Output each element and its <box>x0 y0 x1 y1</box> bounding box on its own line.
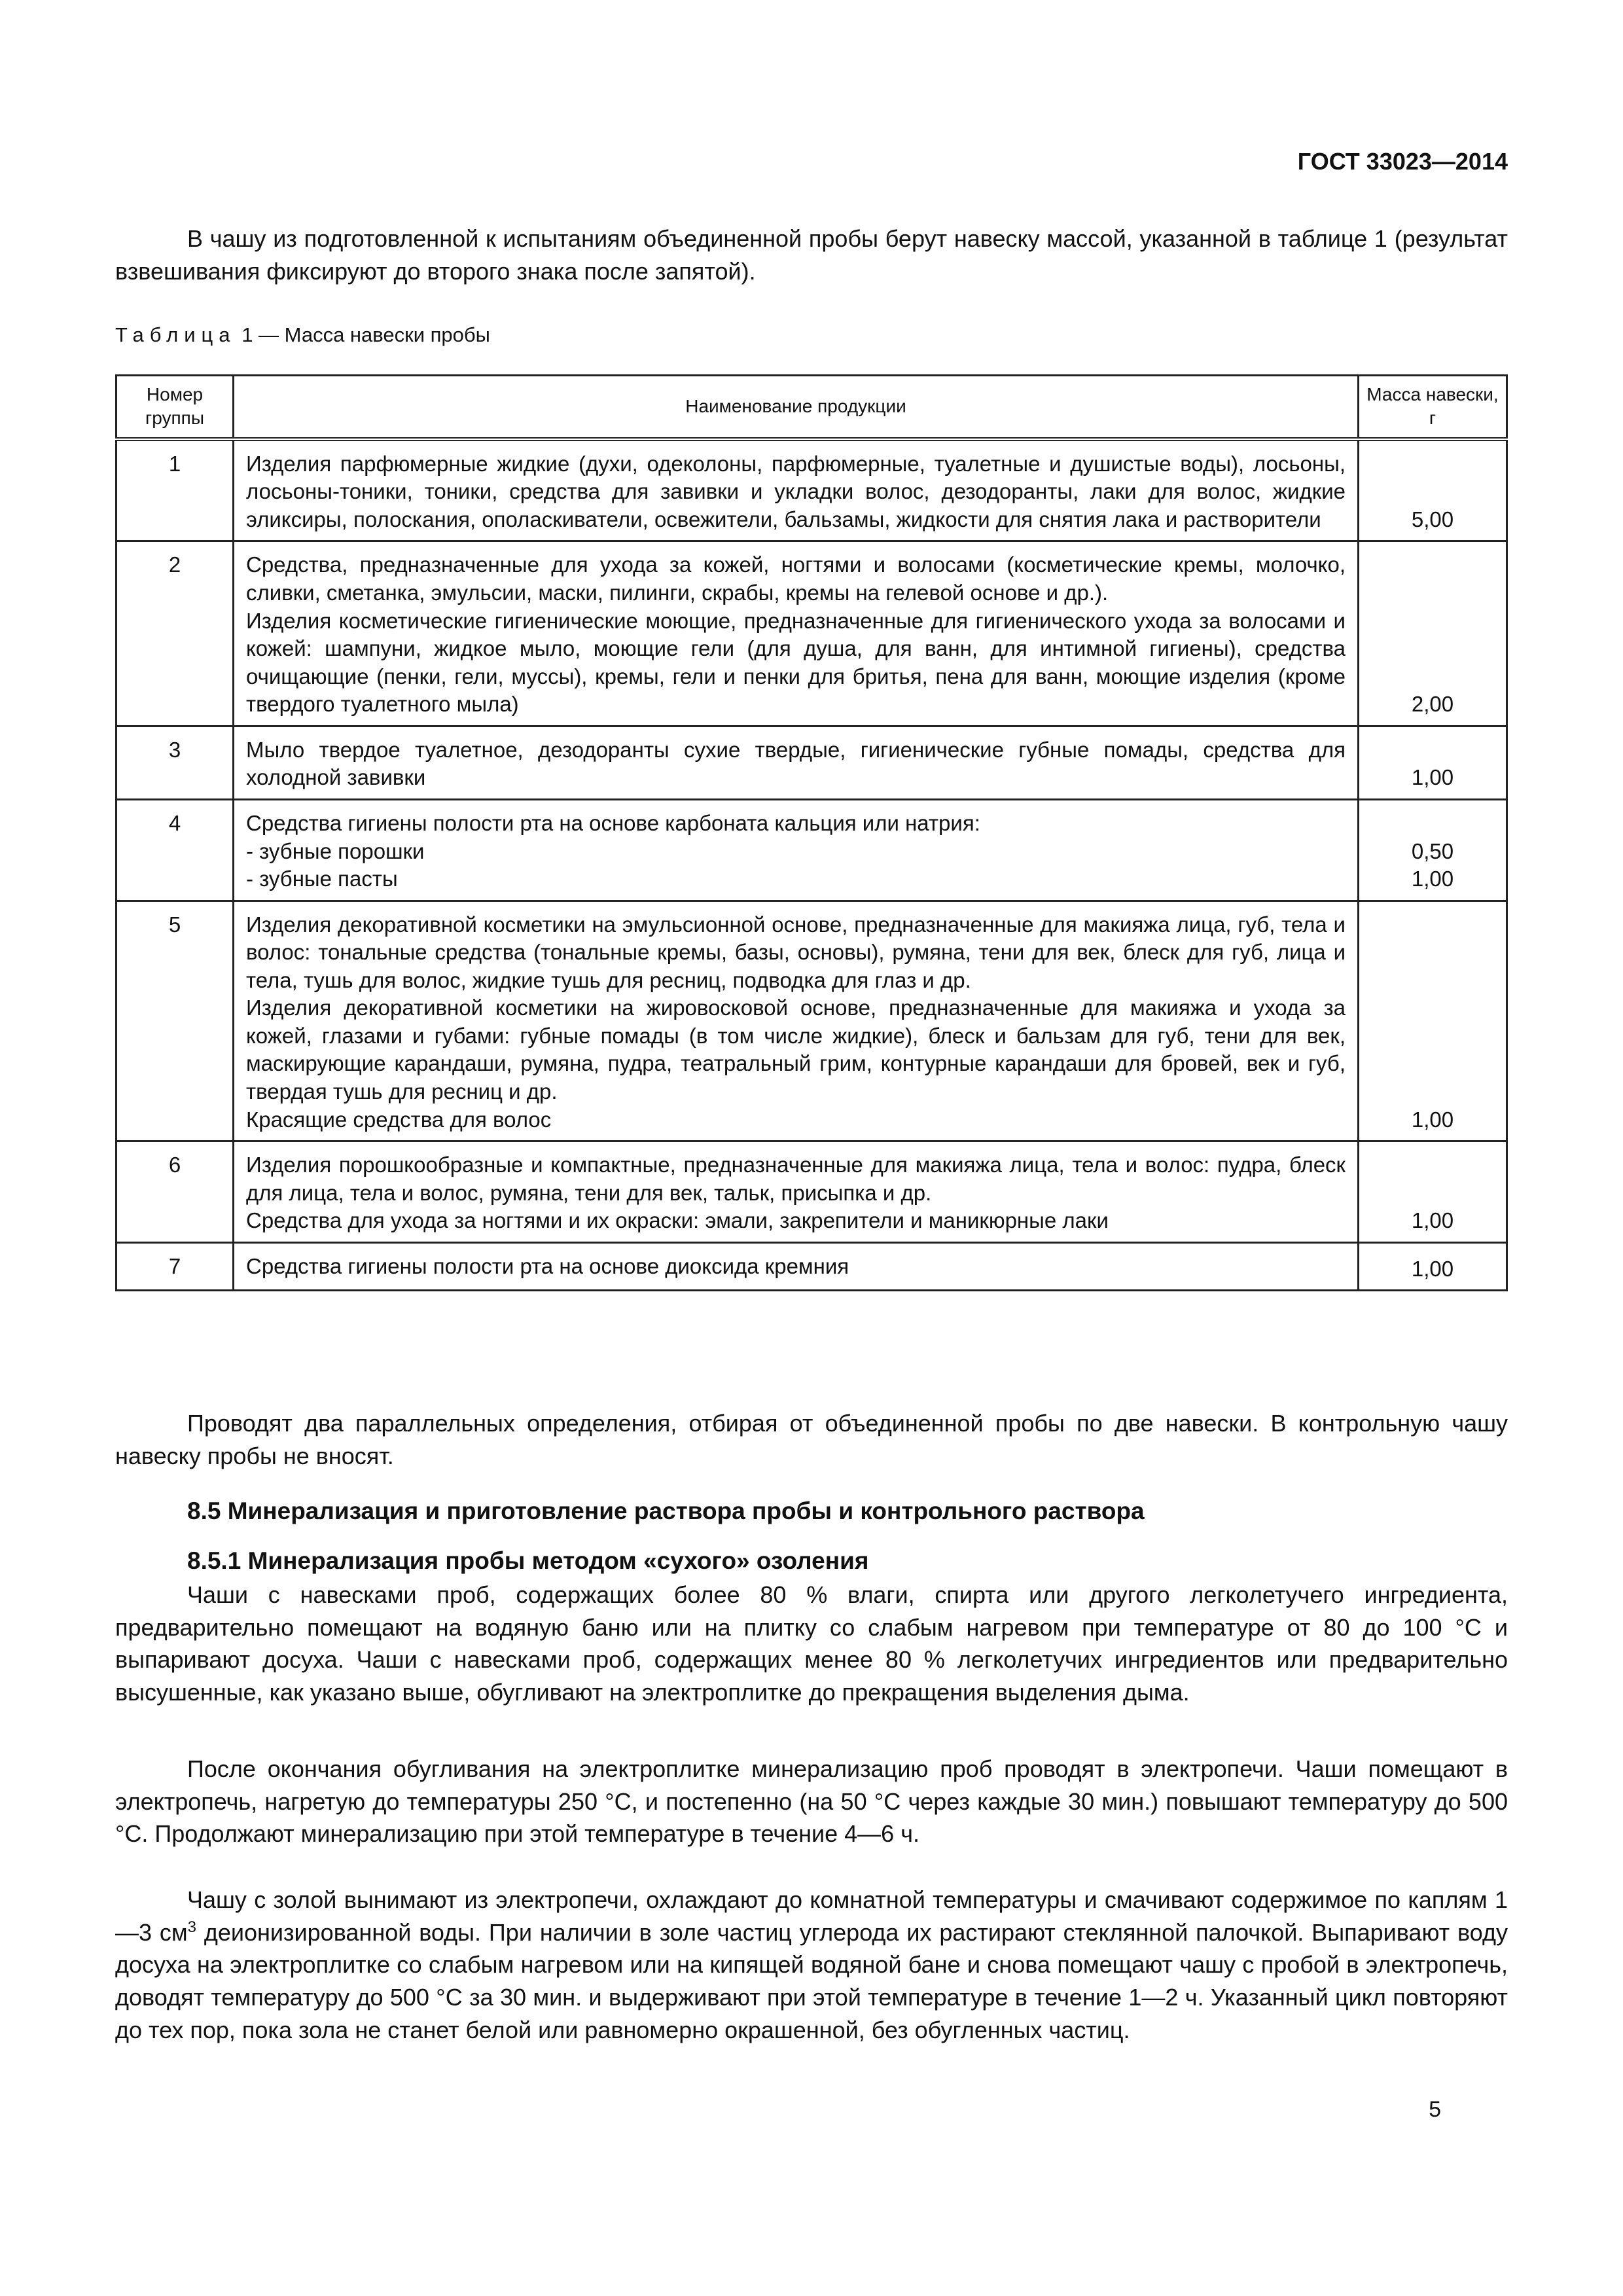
row-group-number: 2 <box>116 541 234 726</box>
product-text: - зубные пасты <box>246 867 398 891</box>
standard-header: ГОСТ 33023—2014 <box>1297 148 1508 175</box>
table-caption-title: 1 — Масса навески пробы <box>241 323 490 346</box>
row-sample-mass <box>1359 726 1507 799</box>
sample-mass-table <box>115 374 1508 1291</box>
mass-value: 0,50 <box>1411 838 1454 863</box>
header-sample-mass: Масса навески, г <box>1359 376 1507 439</box>
row-sample-mass <box>1359 1242 1507 1291</box>
product-text: Изделия косметические гигиенические моющие, предназначенные для гигиенического ухода за волосами и кожей: шампуни, жидкое мыло, моющие гели (для душа, для ванн, для интимной гигиены), средства очищающие (пенки, гели, муссы), кремы, гели и пенки для бритья, пена для ванн, моющие изделия (кроме твердого туалетного мыла) <box>246 608 1346 717</box>
cubic-superscript: 3 <box>187 1918 197 1936</box>
product-text: Изделия декоративной косметики на эмульсионной основе, предназначенные для макияжа лица, губ, тела и волос: тональные средства (тональные кремы, базы, основы), румяна, тени для век, блеск для губ, лица и тела, тушь для волос, жидкие тушь для ресниц, подводка для глаз и др. <box>246 912 1346 992</box>
table-row <box>116 1141 1507 1243</box>
ashing-paragraph-1: Чаши с навесками проб, содержащих более 80 % влаги, спирта или другого легколетучего ингредиента, предварительно помещают на водяную баню или на плитку со слабым нагревом при температуре от 80 до 100 °С и выпаривают досуха. Чаши с навесками проб, содержащих менее 80 % легколетучих ингредиентов или предварительно высушенные, как указано выше, обугливают на электроплитке до прекращения выделения дыма. <box>115 1581 1508 1706</box>
row-group-number: 5 <box>116 901 234 1141</box>
row-sample-mass <box>1359 901 1507 1141</box>
mass-value: 1,00 <box>1411 1107 1454 1132</box>
table-row <box>116 541 1507 726</box>
table-caption-label: Таблица <box>115 323 236 346</box>
ashing-paragraph-2: После окончания обугливания на электроплитке минерализацию проб проводят в электропечи. Чаши помещают в электропечь, нагретую до температуры 250 °С, и постепенно (на 50 °С через каждые 30 мин.) повышают температуру до 500 °С. Продолжают минерализацию при этой температуре в течение 4—6 ч. <box>115 1755 1508 1848</box>
product-text: - зубные порошки <box>246 838 425 863</box>
product-text: Средства для ухода за ногтями и их окраски: эмали, закрепители и маникюрные лаки <box>246 1208 1109 1233</box>
section-8-5-heading: 8.5 Минерализация и приготовление раствора пробы и контрольного раствора <box>187 1498 1145 1524</box>
row-product-name <box>234 726 1359 799</box>
mass-value: 1,00 <box>1411 867 1454 891</box>
row-sample-mass <box>1359 1141 1507 1243</box>
row-product-name <box>234 541 1359 726</box>
product-text: Изделия порошкообразные и компактные, предназначенные для макияжа лица, тела и волос: пудра, блеск для лица, тела и волос, румяна, тени для век, тальк, присыпка и др. <box>246 1153 1346 1205</box>
mass-value: 1,00 <box>1411 765 1454 790</box>
row-sample-mass <box>1359 541 1507 726</box>
row-sample-mass <box>1359 799 1507 901</box>
table-row <box>116 726 1507 799</box>
ashing-text-part-1: Чашу с золой вынимают из электропечи, охлаждают до комнатной температуры и смачивают содержимое по каплям 1—3 см <box>115 1886 1508 1946</box>
product-text: Красящие средства для волос <box>246 1107 552 1132</box>
mass-value: 5,00 <box>1411 507 1454 531</box>
row-sample-mass <box>1359 439 1507 541</box>
table-row <box>116 439 1507 541</box>
product-text: Средства гигиены полости рта на основе карбоната кальция или натрия: <box>246 810 980 835</box>
table-row <box>116 1242 1507 1291</box>
product-text: Изделия парфюмерные жидкие (духи, одеколоны, парфюмерные, туалетные и душистые воды), лосьоны, лосьоны-тоники, тоники, средства для завивки и укладки волос, дезодоранты, лаки для волос, жидкие эликсиры, полоскания, ополаскиватели, освежители, бальзамы, жидкости для снятия лака и растворители <box>246 451 1346 531</box>
product-text: Мыло твердое туалетное, дезодоранты сухие твердые, гигиенические губные помады, средства для холодной завивки <box>246 737 1346 790</box>
after-table-paragraph: Проводят два параллельных определения, отбирая от объединенной пробы по две навески. В контрольную чашу навеску пробы не вносят. <box>115 1410 1508 1469</box>
row-product-name <box>234 439 1359 541</box>
product-text: Средства гигиены полости рта на основе диоксида кремния <box>246 1253 849 1278</box>
row-product-name <box>234 1141 1359 1243</box>
table-caption <box>115 323 490 347</box>
section-8-5-1-heading: 8.5.1 Минерализация пробы методом «сухого» озоления <box>187 1547 869 1574</box>
mass-value: 1,00 <box>1411 1256 1454 1281</box>
row-group-number: 1 <box>116 439 234 541</box>
product-text: Изделия декоративной косметики на жировосковой основе, предназначенные для макияжа и ухода за кожей, глазами и губами: губные помады (в том числе жидкие), блеск и бальзам для губ, тени для век, маскирующие карандаши, румяна, пудра, театральный грим, контурные карандаши для бровей, век и губ, твердая тушь для ресниц и др. <box>246 996 1346 1104</box>
mass-value: 1,00 <box>1411 1208 1454 1233</box>
row-product-name <box>234 1242 1359 1291</box>
ashing-text-part-2: деионизированной воды. При наличии в золе частиц углерода их растирают стеклянной палочкой. Выпаривают воду досуха на электроплитке со слабым нагревом или на кипящей водяной бане и снова помещают чашу с пробой в электропечь, доводят температуру до 500 °С за 30 мин. и выдерживают при этой температуре в течение 1—2 ч. Указанный цикл повторяют до тех пор, пока зола не станет белой или равномерно окрашенной, без обугленных частиц. <box>115 1918 1508 2043</box>
product-text: Средства, предназначенные для ухода за кожей, ногтями и волосами (косметические кремы, молочко, сливки, сметанка, эмульсии, маски, пилинги, скрабы, кремы на гелевой основе и др.). <box>246 552 1346 605</box>
row-group-number: 6 <box>116 1141 234 1243</box>
intro-paragraph: В чашу из подготовленной к испытаниям объединенной пробы берут навеску массой, указанной в таблице 1 (результат взвешивания фиксируют до второго знака после запятой). <box>115 225 1508 285</box>
page-number: 5 <box>1429 2097 1441 2122</box>
header-group-number: Номер группы <box>116 376 234 439</box>
row-group-number: 3 <box>116 726 234 799</box>
ashing-paragraph-3 <box>115 1884 1508 2046</box>
header-product-name: Наименование продукции <box>234 376 1359 439</box>
row-group-number: 7 <box>116 1242 234 1291</box>
row-product-name <box>234 901 1359 1141</box>
row-group-number: 4 <box>116 799 234 901</box>
mass-value: 2,00 <box>1411 692 1454 717</box>
row-product-name <box>234 799 1359 901</box>
table-row <box>116 799 1507 901</box>
table-row <box>116 901 1507 1141</box>
table-header-row <box>116 376 1507 439</box>
